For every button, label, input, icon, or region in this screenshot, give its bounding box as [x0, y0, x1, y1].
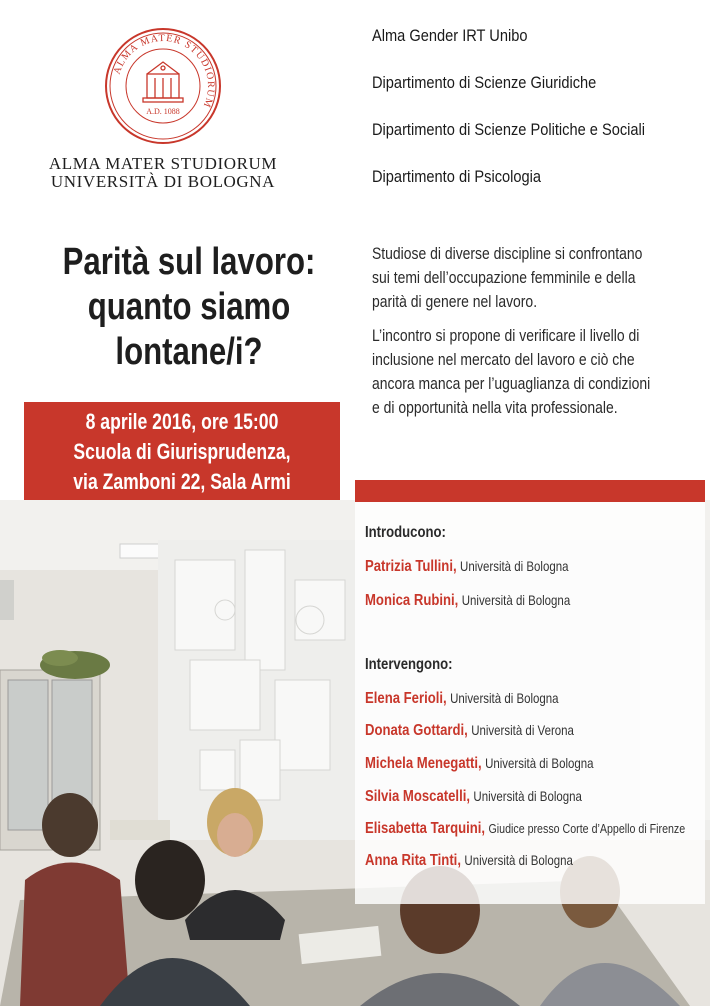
- description-line: L’incontro si propone di verificare il livello di: [372, 326, 640, 345]
- event-title-line2: quanto siamo: [87, 286, 291, 328]
- speaker-name: Elisabetta Tarquini,: [365, 820, 486, 837]
- speaker-row: [365, 690, 559, 708]
- speaker-name: Donata Gottardi,: [365, 722, 468, 739]
- event-title-line1: Parità sul lavoro:: [62, 241, 316, 283]
- program-panel: [355, 502, 705, 904]
- organizer-item: Dipartimento di Scienze Politiche e Sociali: [372, 120, 646, 139]
- event-description: [372, 242, 686, 420]
- description-line: sui temi dell’occupazione femminile e della: [372, 268, 636, 287]
- organizers-list: [372, 26, 690, 214]
- description-line: Studiose di diverse discipline si confrontano: [372, 244, 643, 263]
- event-title-line3: lontane/i?: [115, 331, 263, 373]
- description-line: parità di genere nel lavoro.: [372, 292, 538, 311]
- seal-year: A.D. 1088: [146, 107, 180, 116]
- speaker-affiliation: Università di Verona: [471, 722, 574, 738]
- university-seal-logo: [103, 26, 223, 146]
- speaker-affiliation: Università di Bologna: [450, 690, 559, 706]
- introducer-affiliation: Università di Bologna: [461, 592, 571, 608]
- introducer-name: Patrizia Tullini,: [365, 558, 457, 575]
- introducer-name: Monica Rubini,: [365, 592, 459, 609]
- program-panel-accent-bar: [355, 480, 705, 502]
- speaker-name: Silvia Moscatelli,: [365, 788, 471, 805]
- speaker-row: [365, 788, 582, 806]
- speaker-affiliation: Università di Bologna: [473, 788, 582, 804]
- event-address: via Zamboni 22, Sala Armi: [73, 469, 291, 494]
- speaker-row: [365, 852, 573, 870]
- event-venue: Scuola di Giurisprudenza,: [73, 439, 291, 464]
- description-line: inclusione nel mercato del lavoro e ciò che: [372, 350, 635, 369]
- event-title: [24, 240, 354, 375]
- description-line: e di opportunità nella vita professionale.: [372, 398, 618, 417]
- organizer-item: Dipartimento di Psicologia: [372, 167, 542, 186]
- speaker-name: Michela Menegatti,: [365, 755, 482, 772]
- university-name-line2: UNIVERSITÀ DI BOLOGNA: [50, 172, 276, 191]
- speaker-affiliation: Università di Bologna: [485, 755, 594, 771]
- svg-text:ALMA MATER STUDIORUM: ALMA MATER STUDIORUM: [111, 32, 217, 110]
- speaker-name: Elena Ferioli,: [365, 690, 447, 707]
- organizer-item: Alma Gender IRT Unibo: [372, 26, 528, 45]
- speaker-row: [365, 755, 594, 773]
- speaker-name: Anna Rita Tinti,: [365, 852, 461, 869]
- introducer-row: [365, 558, 569, 576]
- speaker-affiliation: Università di Bologna: [464, 852, 573, 868]
- event-details-box: [24, 402, 340, 500]
- speaker-row: [365, 722, 574, 740]
- organizer-item: Dipartimento di Scienze Giuridiche: [372, 73, 597, 92]
- description-line: ancora manca per l’uguaglianza di condizioni: [372, 374, 651, 393]
- speaker-affiliation: Giudice presso Corte d’Appello di Firenze: [488, 821, 686, 836]
- speakers-heading: Intervengono:: [365, 656, 453, 673]
- university-name-line1: ALMA MATER STUDIORUM: [48, 154, 278, 173]
- university-name: [40, 155, 286, 191]
- introducers-heading: Introducono:: [365, 524, 446, 541]
- speaker-row: [365, 820, 685, 838]
- introducer-affiliation: Università di Bologna: [460, 558, 569, 574]
- introducer-row: [365, 592, 570, 610]
- event-date: 8 aprile 2016, ore 15:00: [85, 409, 279, 434]
